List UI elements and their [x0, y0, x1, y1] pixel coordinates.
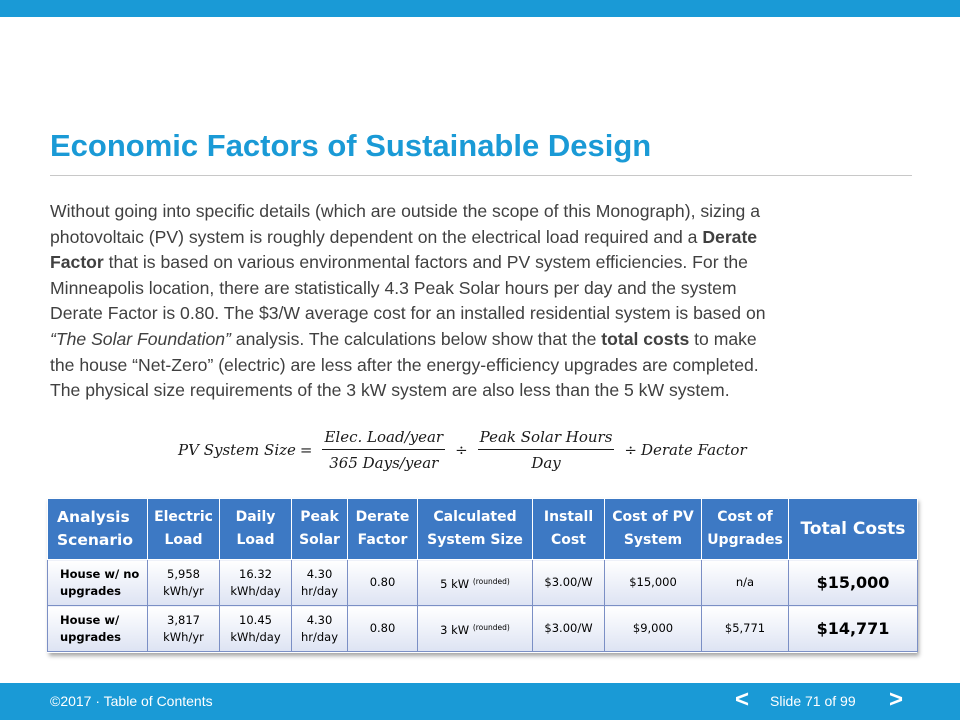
header-text: Solar: [299, 532, 340, 548]
paragraph-text: photovoltaic (PV) system is roughly dependent on the electrical load required and a: [50, 226, 703, 247]
formula-rhs: Derate Factor: [640, 441, 747, 459]
cell-install-cost: $3.00/W: [533, 560, 605, 606]
cell-total-cost: $14,771: [789, 606, 918, 652]
paragraph-line-8: The physical size requirements of the 3 kW system are also less than the 5 kW system.: [50, 380, 730, 401]
header-text: Cost of PV: [612, 509, 694, 525]
formula-lhs: PV System Size: [178, 441, 296, 459]
cell-text: 4.30: [306, 566, 333, 581]
paragraph-text: analysis. The calculations below show that the: [230, 328, 602, 349]
header-text: Install: [543, 509, 594, 525]
top-accent-bar: [0, 0, 960, 17]
title-divider: [50, 175, 912, 176]
formula-fraction-solar: [478, 428, 615, 472]
rounded-note: (rounded): [472, 576, 510, 586]
cell-pv-cost: $9,000: [605, 606, 702, 652]
cell-text: 4.30: [306, 612, 333, 627]
cell-text: House w/ no: [60, 566, 140, 581]
rounded-note: (rounded): [472, 622, 510, 632]
cell-text: kWh/day: [230, 583, 281, 598]
formula-fraction-load: [322, 428, 445, 472]
cell-daily-load: [220, 560, 292, 606]
cell-text: House w/: [60, 612, 120, 627]
table-header-row: [48, 499, 918, 560]
fraction-denominator: Day: [531, 454, 561, 472]
slide-title: Economic Factors of Sustainable Design: [50, 128, 652, 163]
paragraph-text: to make: [689, 328, 757, 349]
cell-system-size: [418, 606, 533, 652]
cell-pv-cost: $15,000: [605, 560, 702, 606]
header-text: Daily: [235, 509, 276, 525]
table-row: [48, 560, 918, 606]
cell-scenario: [48, 606, 148, 652]
previous-slide-button[interactable]: <: [735, 686, 750, 713]
header-text: Upgrades: [707, 532, 783, 548]
cell-derate: 0.80: [348, 606, 418, 652]
factor-bold-text: Factor: [50, 252, 104, 273]
cell-text: hr/day: [300, 629, 339, 644]
cell-text: kWh/day: [230, 629, 281, 644]
header-text: Peak: [300, 509, 339, 525]
body-paragraph: [50, 199, 920, 404]
formula-divide: ÷: [624, 441, 637, 459]
header-text: Load: [164, 532, 203, 548]
header-text: Analysis: [57, 508, 130, 526]
total-costs-bold-text: total costs: [601, 328, 690, 349]
paragraph-line-1: Without going into specific details (which are outside the scope of this Monograph), sizing a: [50, 201, 760, 221]
header-calculated-size: [418, 499, 533, 560]
cell-install-cost: $3.00/W: [533, 606, 605, 652]
header-text: Factor: [357, 532, 408, 548]
cell-total-cost: $15,000: [789, 560, 918, 606]
paragraph-line-5: Derate Factor is 0.80. The $3/W average cost for an installed residential system is based on: [50, 303, 766, 324]
cell-text: 5 kW: [440, 576, 473, 591]
paragraph-line-6: [50, 327, 920, 353]
paragraph-line-4: Minneapolis location, there are statistically 4.3 Peak Solar hours per day and the system: [50, 277, 737, 298]
cell-scenario: [48, 560, 148, 606]
fraction-numerator: Elec. Load/year: [322, 428, 445, 450]
paragraph-line-2: [50, 225, 920, 251]
paragraph-line-3: [50, 250, 920, 276]
cell-text: 3,817: [167, 612, 200, 627]
cell-text: 5,958: [167, 566, 200, 581]
cost-analysis-table: [47, 498, 917, 653]
header-analysis-scenario: [48, 499, 148, 560]
header-text: Electric: [154, 509, 213, 525]
formula-equals: =: [299, 441, 313, 459]
header-upgrades-cost: [702, 499, 789, 560]
cell-text: upgrades: [60, 629, 121, 644]
formula-divide: ÷: [455, 441, 468, 459]
header-text: Calculated: [433, 509, 517, 525]
cell-derate: 0.80: [348, 560, 418, 606]
header-total-costs: Total Costs: [789, 499, 918, 560]
fraction-denominator: 365 Days/year: [329, 454, 439, 472]
copyright-toc-link[interactable]: ©2017 · Table of Contents: [50, 693, 213, 709]
header-daily-load: [220, 499, 292, 560]
header-peak-solar: [292, 499, 348, 560]
cell-text: kWh/yr: [163, 583, 204, 598]
cell-daily-load: [220, 606, 292, 652]
cell-peak-solar: [292, 560, 348, 606]
header-text: System: [623, 532, 683, 548]
cell-electric-load: [148, 606, 220, 652]
header-text: Load: [236, 532, 275, 548]
header-text: Derate: [355, 509, 410, 525]
footer-bar: [0, 683, 960, 720]
header-electric-load: [148, 499, 220, 560]
header-text: Cost: [551, 532, 586, 548]
cell-text: kWh/yr: [163, 629, 204, 644]
cell-electric-load: [148, 560, 220, 606]
paragraph-line-7: the house “Net-Zero” (electric) are less after the energy-efficiency upgrades are completed.: [50, 354, 759, 375]
cell-text: 10.45: [239, 612, 272, 627]
table-row: [48, 606, 918, 652]
cell-text: upgrades: [60, 583, 121, 598]
paragraph-text: that is based on various environmental factors and PV system efficiencies. For the: [103, 252, 748, 273]
header-pv-system-cost: [605, 499, 702, 560]
cell-peak-solar: [292, 606, 348, 652]
next-slide-button[interactable]: >: [889, 686, 904, 713]
cell-system-size: [418, 560, 533, 606]
header-install-cost: [533, 499, 605, 560]
cell-upgrades-cost: $5,771: [702, 606, 789, 652]
header-text: Cost of: [717, 509, 773, 525]
header-text: System Size: [427, 532, 523, 548]
derate-bold-text: Derate: [702, 226, 758, 247]
slide-counter: Slide 71 of 99: [770, 693, 856, 709]
solar-foundation-italic: “The Solar Foundation”: [50, 328, 231, 349]
cell-text: hr/day: [300, 583, 339, 598]
cell-upgrades-cost: n/a: [702, 560, 789, 606]
pv-size-formula: [178, 424, 747, 476]
header-text: Scenario: [57, 531, 133, 549]
header-derate-factor: [348, 499, 418, 560]
analysis-table: [47, 498, 918, 652]
fraction-numerator: Peak Solar Hours: [478, 428, 615, 450]
cell-text: 3 kW: [440, 622, 473, 637]
cell-text: 16.32: [239, 566, 272, 581]
